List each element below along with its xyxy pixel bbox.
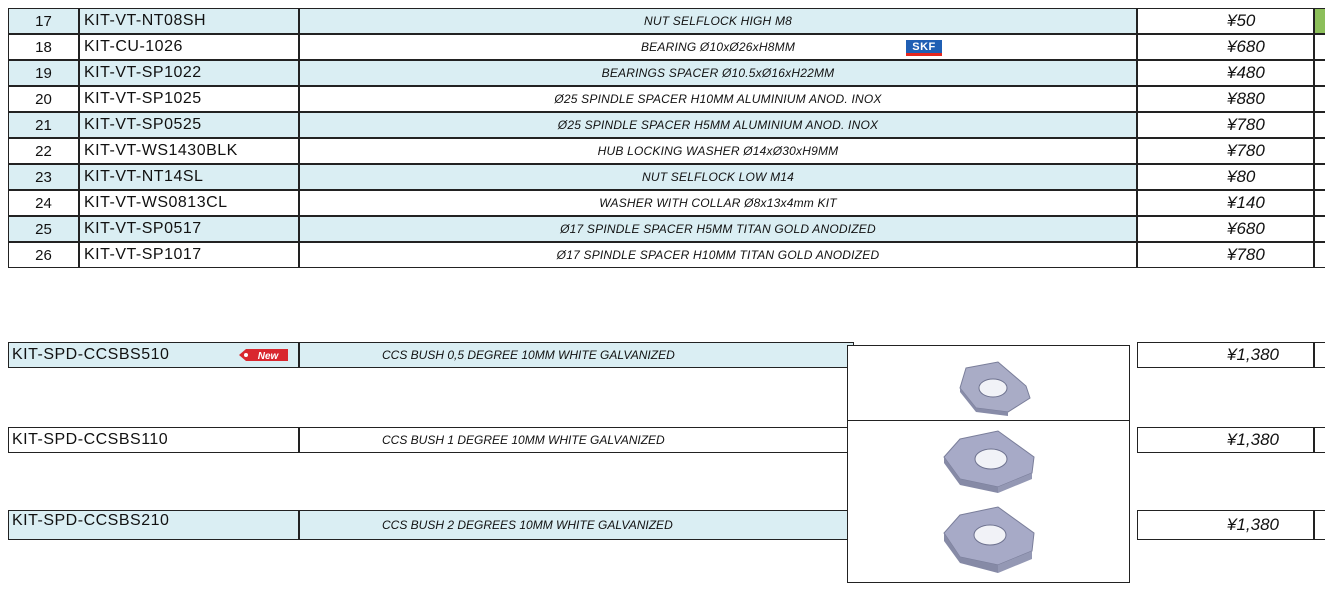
part-description: Ø17 SPINDLE SPACER H5MM TITAN GOLD ANODIZED: [299, 216, 1137, 242]
part-description: Ø25 SPINDLE SPACER H10MM ALUMINIUM ANOD. INOX: [299, 86, 1137, 112]
bush-price: ¥1,380: [1137, 342, 1314, 368]
row-number: 22: [8, 138, 79, 164]
part-description: NUT SELFLOCK HIGH M8: [299, 8, 1137, 34]
row-number: 21: [8, 112, 79, 138]
part-code: KIT-VT-WS0813CL: [79, 190, 299, 216]
part-price: ¥480: [1137, 60, 1314, 86]
part-code: KIT-VT-NT08SH: [79, 8, 299, 34]
part-code: KIT-SPD-CCSBS110: [8, 427, 299, 453]
new-tag-icon: [238, 346, 290, 364]
part-description: Ø17 SPINDLE SPACER H10MM TITAN GOLD ANODIZED: [299, 242, 1137, 268]
part-price: ¥880: [1137, 86, 1314, 112]
bush-price: ¥1,380: [1137, 427, 1314, 453]
ccs-bush-two-degrees-icon: [848, 501, 1131, 583]
part-price: ¥680: [1137, 216, 1314, 242]
row-marker: [1314, 138, 1325, 164]
bush-image-frame: [847, 421, 1130, 501]
part-price: ¥780: [1137, 112, 1314, 138]
part-code: KIT-CU-1026: [79, 34, 299, 60]
part-code: KIT-VT-SP0517: [79, 216, 299, 242]
row-number: 17: [8, 8, 79, 34]
bush-price: ¥1,380: [1137, 510, 1314, 540]
part-description: WASHER WITH COLLAR Ø8x13x4mm KIT: [299, 190, 1137, 216]
part-price: ¥80: [1137, 164, 1314, 190]
part-code: KIT-SPD-CCSBS210: [8, 510, 299, 540]
row-number: 18: [8, 34, 79, 60]
new-tag-label: New: [257, 351, 279, 362]
part-code: KIT-VT-WS1430BLK: [79, 138, 299, 164]
row-marker: [1314, 86, 1325, 112]
ccs-bush-half-degree-icon: [848, 346, 1131, 422]
bush-description: CCS BUSH 0,5 DEGREE 10MM WHITE GALVANIZED: [299, 342, 854, 368]
bush-description: CCS BUSH 2 DEGREES 10MM WHITE GALVANIZED: [299, 510, 854, 540]
row-number: 24: [8, 190, 79, 216]
row-marker: [1314, 60, 1325, 86]
row-number: 25: [8, 216, 79, 242]
part-price: ¥50: [1137, 8, 1314, 34]
part-code: KIT-VT-SP1017: [79, 242, 299, 268]
skf-logo-icon: SKF: [906, 40, 942, 56]
row-marker: [1314, 164, 1325, 190]
part-description: BEARINGS SPACER Ø10.5xØ16xH22MM: [299, 60, 1137, 86]
row-marker: [1314, 8, 1325, 34]
bush-description: CCS BUSH 1 DEGREE 10MM WHITE GALVANIZED: [299, 427, 854, 453]
row-marker: [1314, 427, 1325, 453]
part-code: KIT-VT-SP0525: [79, 112, 299, 138]
part-description: NUT SELFLOCK LOW M14: [299, 164, 1137, 190]
part-code: KIT-VT-SP1025: [79, 86, 299, 112]
row-marker: [1314, 190, 1325, 216]
part-code: KIT-SPD-CCSBS510: [8, 342, 299, 368]
row-marker: [1314, 242, 1325, 268]
part-code: KIT-VT-SP1022: [79, 60, 299, 86]
bush-image-frame: [847, 345, 1130, 421]
part-description: BEARING Ø10xØ26xH8MM: [299, 34, 1137, 60]
part-description: Ø25 SPINDLE SPACER H5MM ALUMINIUM ANOD. INOX: [299, 112, 1137, 138]
row-marker: [1314, 342, 1325, 368]
row-number: 19: [8, 60, 79, 86]
row-marker: [1314, 34, 1325, 60]
row-number: 26: [8, 242, 79, 268]
part-code: KIT-VT-NT14SL: [79, 164, 299, 190]
part-price: ¥780: [1137, 138, 1314, 164]
bush-image-frame: [847, 501, 1130, 583]
part-description: HUB LOCKING WASHER Ø14xØ30xH9MM: [299, 138, 1137, 164]
part-price: ¥140: [1137, 190, 1314, 216]
part-price: ¥780: [1137, 242, 1314, 268]
part-price: ¥680: [1137, 34, 1314, 60]
ccs-bush-one-degree-icon: [848, 421, 1131, 501]
row-marker: [1314, 216, 1325, 242]
row-number: 20: [8, 86, 79, 112]
row-marker: [1314, 510, 1325, 540]
row-number: 23: [8, 164, 79, 190]
row-marker: [1314, 112, 1325, 138]
